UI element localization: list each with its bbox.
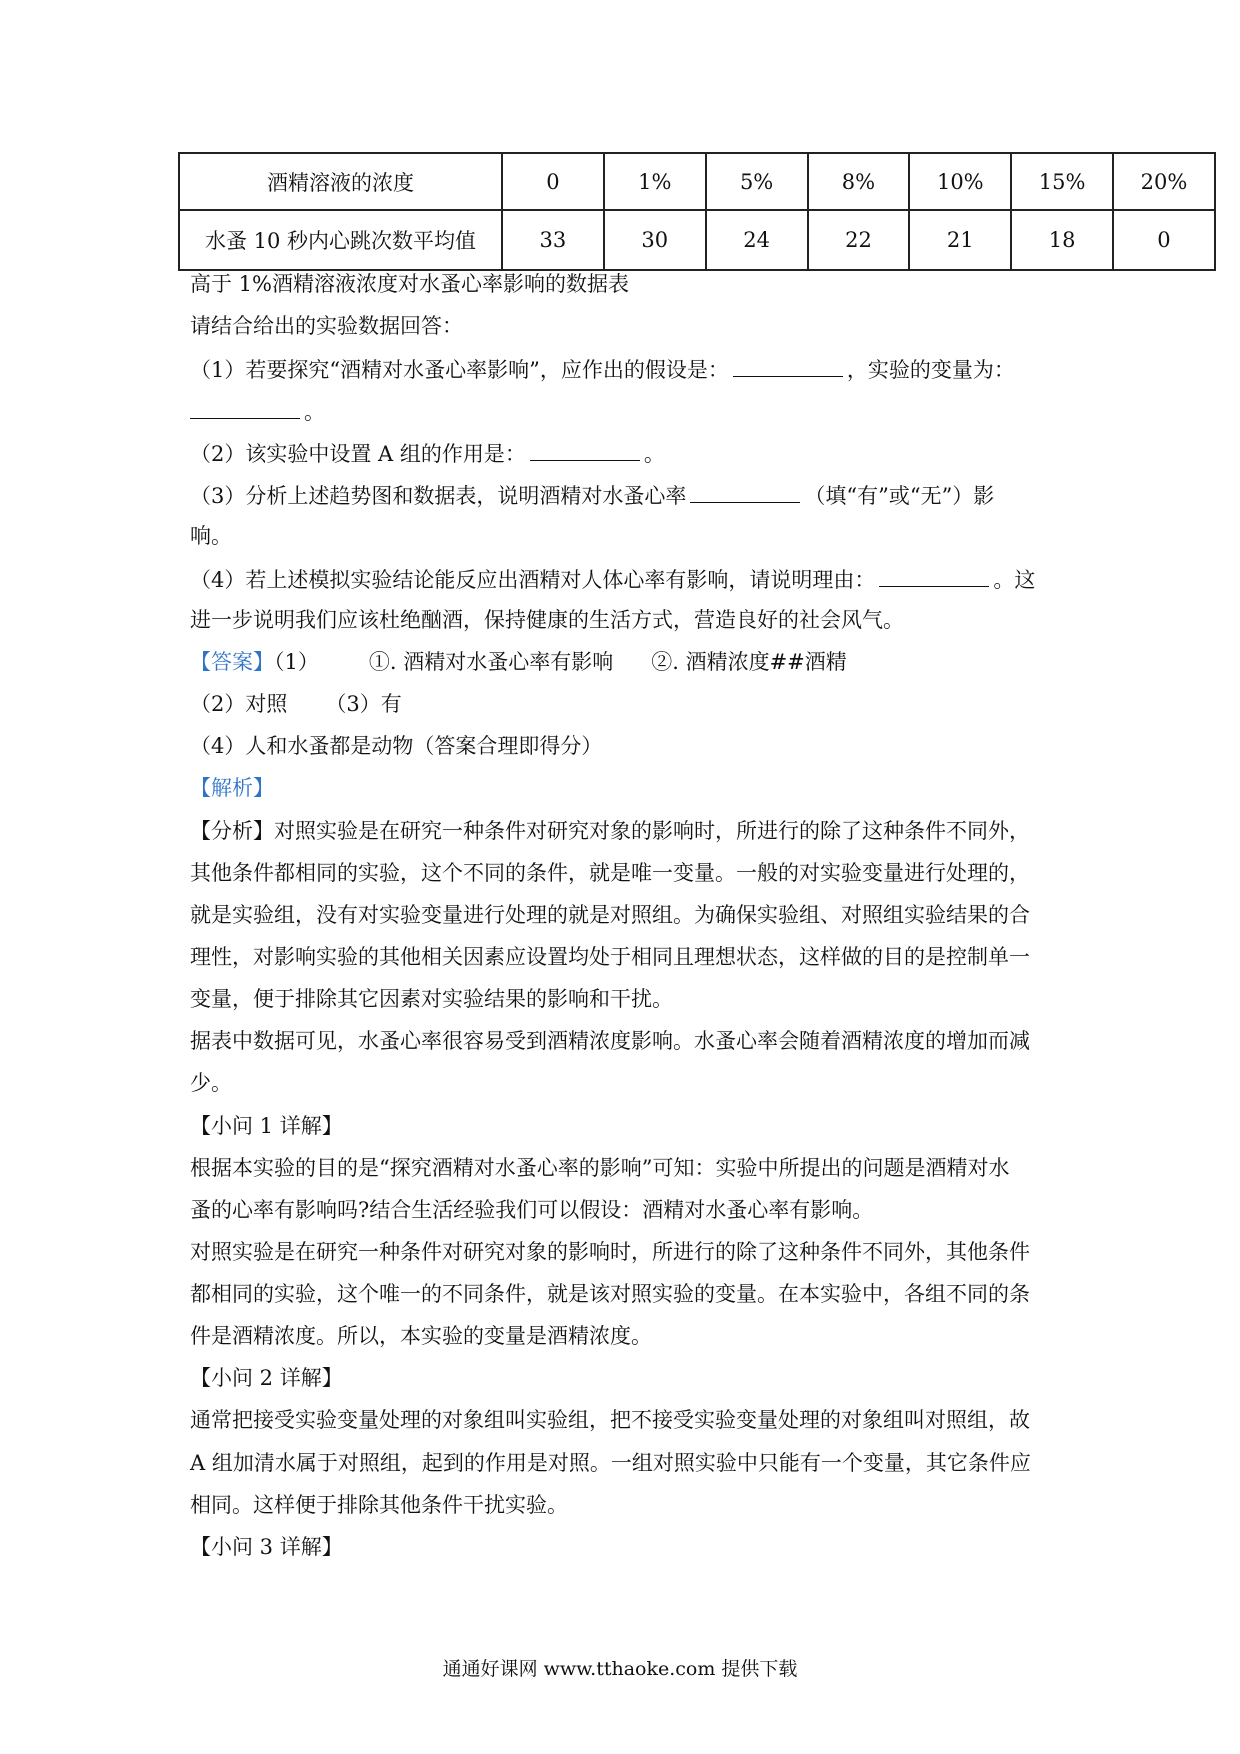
paragraph-line: 其他条件都相同的实验，这个不同的条件，就是唯一变量。一般的对实验变量进行处理的， — [190, 861, 1030, 885]
answer-part: ②. 酒精浓度##酒精 — [651, 650, 847, 674]
table-cell: 24 — [706, 210, 808, 270]
question-3 — [190, 480, 1070, 510]
question-1 — [190, 354, 1070, 384]
paragraph-line: 【分析】对照实验是在研究一种条件对研究对象的影响时，所进行的除了这种条件不同外， — [190, 819, 1030, 843]
answer-blank[interactable] — [690, 480, 800, 503]
paragraph-line: A 组加清水属于对照组，起到的作用是对照。一组对照实验中只能有一个变量，其它条件应 — [190, 1451, 1031, 1475]
paragraph-line: 少。 — [190, 1071, 232, 1095]
answer-line-2 — [190, 690, 1070, 718]
page-footer: 通通好课网 www.tthaoke.com 提供下载 — [442, 1658, 798, 1680]
paragraph-line: 据表中数据可见，水蚤心率很容易受到酒精浓度影响。水蚤心率会随着酒精浓度的增加而减 — [190, 1029, 1030, 1053]
question-2 — [190, 438, 1070, 468]
answer-line-3: （4）人和水蚤都是动物（答案合理即得分） — [190, 734, 603, 758]
answer-blank[interactable] — [530, 438, 640, 461]
answer-line-1 — [190, 648, 1070, 676]
paragraph-line: 都相同的实验，这个唯一的不同条件，就是该对照实验的变量。在本实验中，各组不同的条 — [190, 1282, 1030, 1306]
table-cell: 5% — [706, 153, 808, 210]
table-caption: 高于 1%酒精溶液浓度对水蚤心率影响的数据表 — [190, 272, 629, 296]
paragraph-line: 就是实验组，没有对实验变量进行处理的就是对照组。为确保实验组、对照组实验结果的合 — [190, 903, 1030, 927]
table-cell: 15% — [1011, 153, 1113, 210]
paragraph-line: 蚤的心率有影响吗?结合生活经验我们可以假设：酒精对水蚤心率有影响。 — [190, 1198, 874, 1222]
question-4-cont: 进一步说明我们应该杜绝酗酒，保持健康的生活方式，营造良好的社会风气。 — [190, 608, 904, 632]
question-text: 。 — [643, 442, 665, 466]
answer-blank[interactable] — [879, 564, 989, 587]
table-cell: 0 — [1113, 210, 1215, 270]
paragraph-line: 相同。这样便于排除其他条件干扰实验。 — [190, 1493, 568, 1517]
question-4 — [190, 564, 1070, 594]
analysis-tag: 【解析】 — [190, 776, 274, 800]
paragraph-line: 通常把接受实验变量处理的对象组叫实验组，把不接受实验变量处理的对象组叫对照组，故 — [190, 1408, 1030, 1432]
question-3-cont: 响。 — [190, 524, 232, 548]
paragraph-line: 理性，对影响实验的其他相关因素应设置均处于相同且理想状态，这样做的目的是控制单一 — [190, 945, 1030, 969]
table-cell: 20% — [1113, 153, 1215, 210]
table-cell: 1% — [604, 153, 706, 210]
section-title: 【小问 1 详解】 — [190, 1114, 343, 1138]
answer-tag: 【答案】 — [190, 650, 274, 674]
question-text: （4）若上述模拟实验结论能反应出酒精对人体心率有影响，请说明理由： — [190, 568, 876, 592]
table-cell: 8% — [808, 153, 910, 210]
paragraph-line: 对照实验是在研究一种条件对研究对象的影响时，所进行的除了这种条件不同外，其他条件 — [190, 1240, 1030, 1264]
answer-part: ①. 酒精对水蚤心率有影响 — [368, 650, 614, 674]
answer-number: （1） — [274, 650, 319, 674]
question-intro: 请结合给出的实验数据回答： — [190, 314, 463, 338]
table-cell: 33 — [502, 210, 604, 270]
table-row — [179, 153, 1215, 210]
question-text: 。 — [304, 400, 325, 424]
table-cell: 0 — [502, 153, 604, 210]
answer-part: （3）有 — [325, 692, 402, 716]
table-cell: 10% — [909, 153, 1011, 210]
question-text: （填“有”或“无”）影 — [804, 484, 995, 508]
table-cell: 22 — [808, 210, 910, 270]
table-cell: 18 — [1011, 210, 1113, 270]
table-cell: 30 — [604, 210, 706, 270]
table-header-cell: 水蚤 10 秒内心跳次数平均值 — [179, 210, 502, 270]
table-cell: 21 — [909, 210, 1011, 270]
answer-blank[interactable] — [190, 396, 300, 419]
paragraph-line: 变量，便于排除其它因素对实验结果的影响和干扰。 — [190, 987, 673, 1011]
answer-blank[interactable] — [733, 354, 843, 377]
question-text: （2）该实验中设置 A 组的作用是： — [190, 442, 526, 466]
section-title: 【小问 3 详解】 — [190, 1535, 343, 1559]
paragraph-line: 件是酒精浓度。所以，本实验的变量是酒精浓度。 — [190, 1324, 652, 1348]
section-title: 【小问 2 详解】 — [190, 1366, 343, 1390]
table-row — [179, 210, 1215, 270]
question-text: 。这 — [993, 568, 1036, 592]
question-1-cont — [190, 396, 1070, 426]
table-header-cell: 酒精溶液的浓度 — [179, 153, 502, 210]
data-table — [178, 152, 1216, 271]
paragraph-line: 根据本实验的目的是“探究酒精对水蚤心率的影响”可知：实验中所提出的问题是酒精对水 — [190, 1156, 1010, 1180]
answer-part: （2）对照 — [190, 692, 288, 716]
question-text: （3）分析上述趋势图和数据表，说明酒精对水蚤心率 — [190, 484, 687, 508]
question-text: （1）若要探究“酒精对水蚤心率影响”，应作出的假设是： — [190, 358, 729, 382]
question-text: ，实验的变量为： — [846, 358, 1015, 382]
